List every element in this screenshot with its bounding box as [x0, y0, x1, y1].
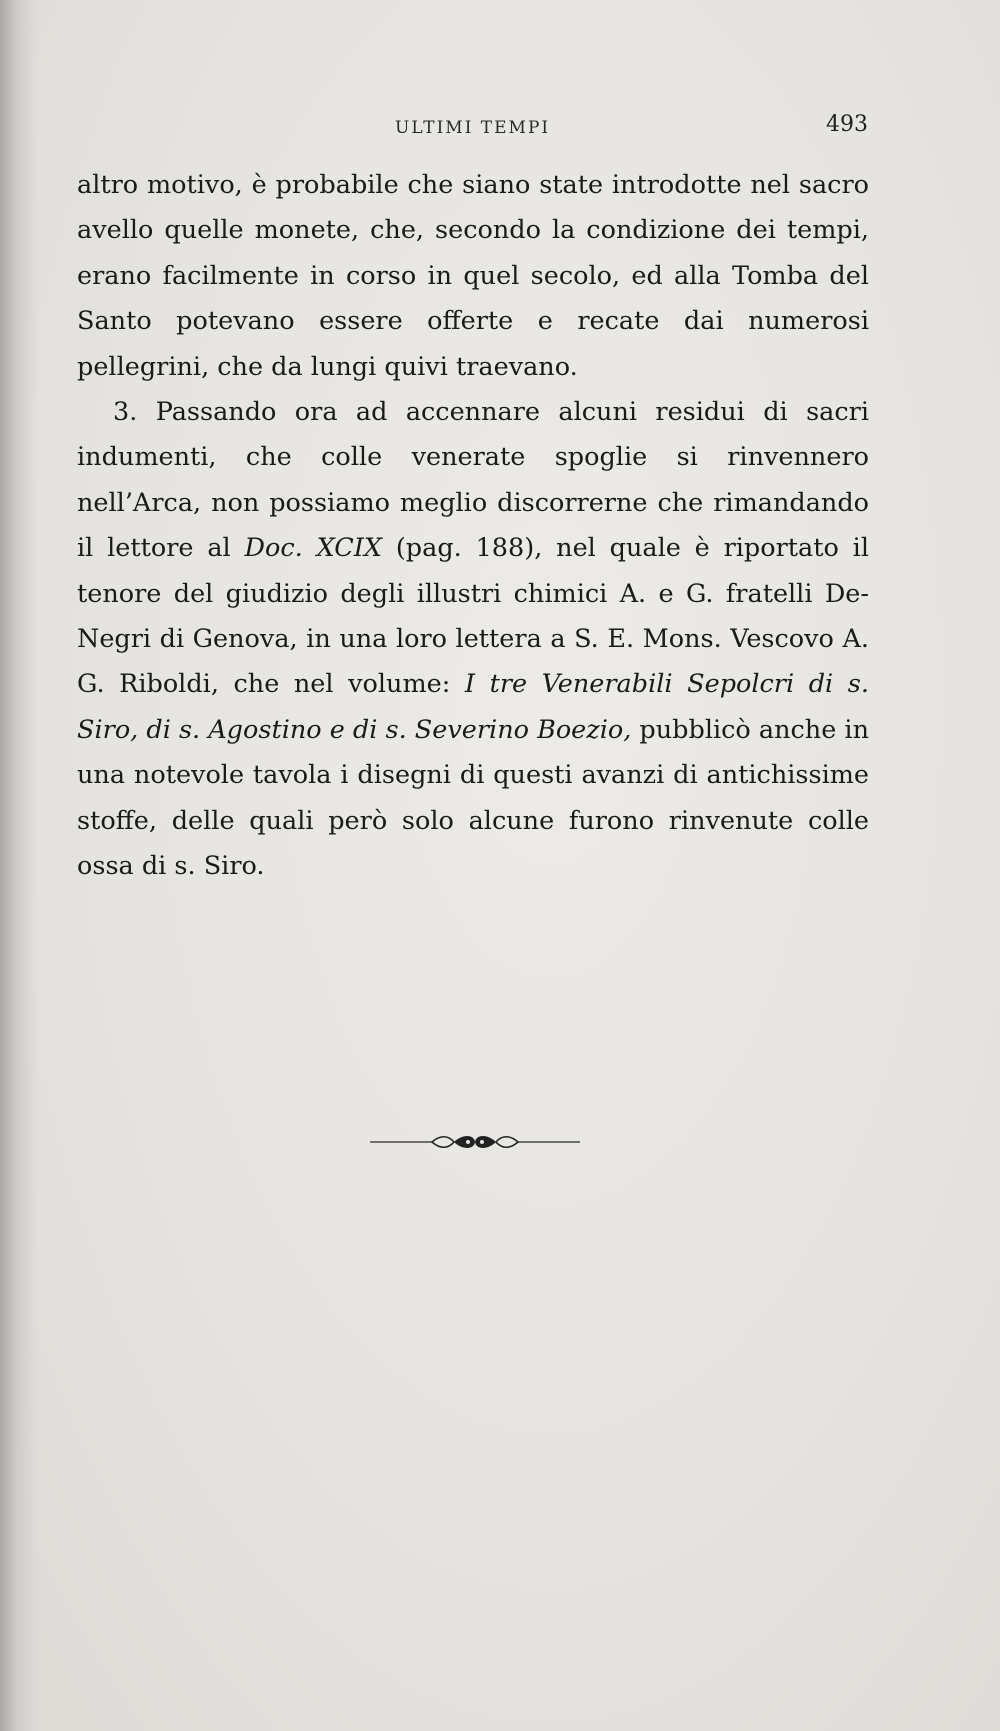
end-ornament	[370, 1132, 580, 1152]
book-title: I tre Venerabili Sepolcri di s. Siro, di s. Agostino e di s. Severino Boezio,	[77, 669, 869, 745]
paragraph-2	[77, 390, 869, 889]
paragraph-2-text-c: (pag. 188), nel quale è riportato il tenore del giudizio degli illustri chimici A. e G. fratelli De-Negri di Genova, in una loro lettera a S. E. Mons. Vescovo A. G. Riboldi, che nel volume:	[77, 533, 869, 700]
paragraph-2-text-a: 3. Passando ora ad accennare alcuni residui di sacri indumenti, che colle venerate spoglie si rinvennero nell’Arca, non possiamo meglio discorrerne che rimandando il lettore al	[77, 397, 869, 564]
binding-shadow	[0, 0, 38, 1731]
page-number: 493	[826, 112, 868, 137]
body-text	[77, 163, 869, 890]
running-title: ULTIMI TEMPI	[395, 118, 551, 138]
paragraph-1: altro motivo, è probabile che siano state introdotte nel sacro avello quelle monete, che, secondo la condizione dei tempi, erano facilmente in corso in quel secolo, ed alla Tomba del Santo potevano essere offerte e recate dai numerosi pellegrini, che da lungi quivi traevano.	[77, 170, 869, 382]
paragraph-2-text-e: pubblicò anche in una notevole tavola i disegni di questi avanzi di antichissime stoffe, delle quali però solo alcune furono rinvenute colle ossa di s. Siro.	[77, 714, 869, 882]
document-reference: Doc. XCIX	[244, 533, 383, 564]
running-head	[0, 112, 1000, 142]
